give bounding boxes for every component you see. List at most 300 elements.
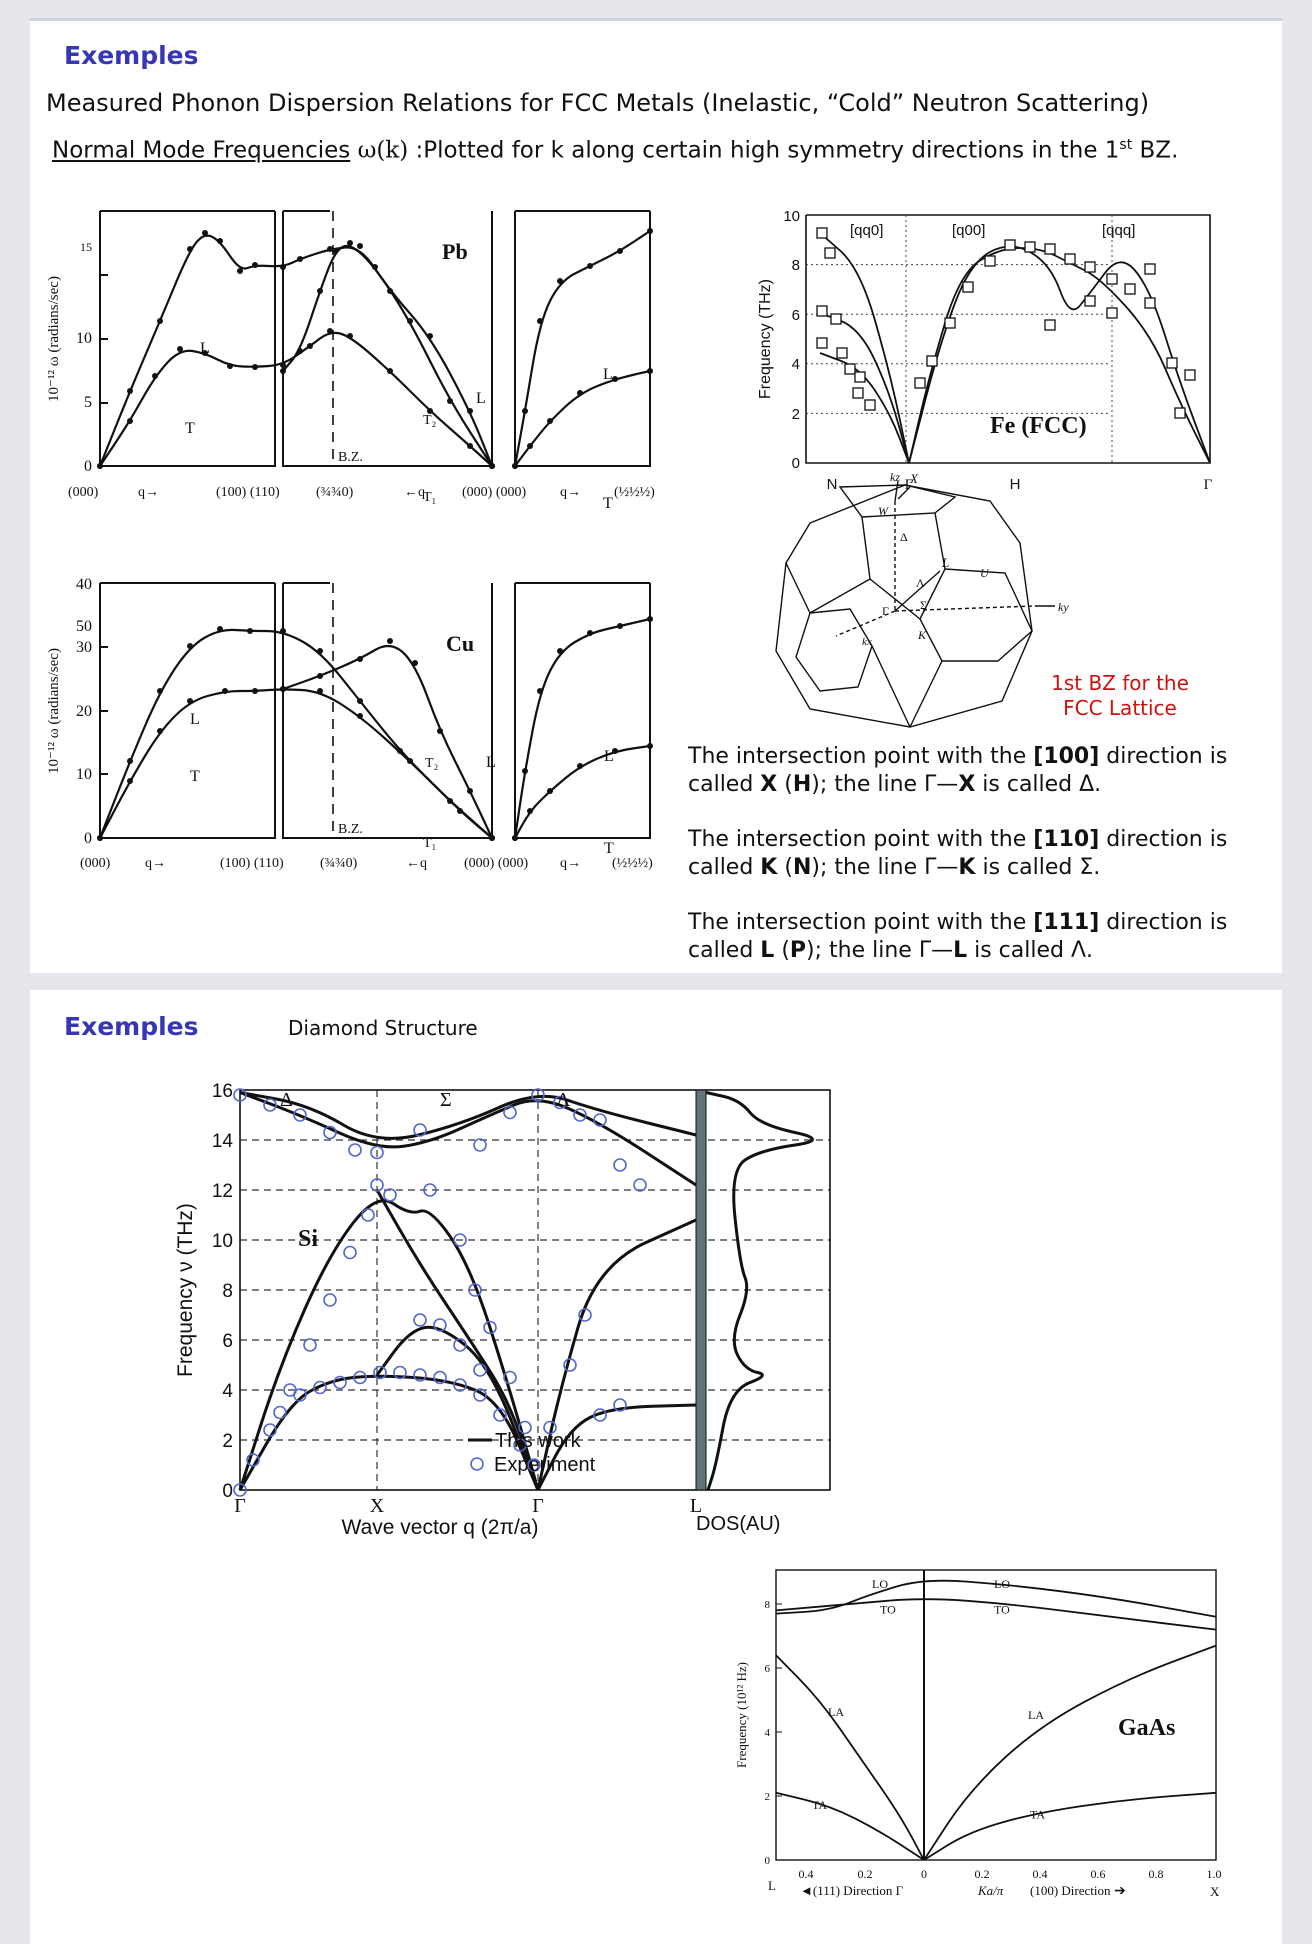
gaas-la-100 [924, 1646, 1216, 1860]
pb-t2-branch-point [297, 348, 303, 354]
bz-hex-face [920, 569, 1032, 661]
fe-measured-point [963, 282, 973, 292]
si-experiment-point [634, 1179, 646, 1191]
pb-t-branch-point [467, 443, 473, 449]
si-ytick: 10 [211, 1231, 233, 1252]
para110-e: ( [777, 855, 793, 880]
bz-w: W [878, 504, 888, 518]
gaas-ta-100 [924, 1793, 1216, 1860]
slide1-line2 [52, 137, 1178, 164]
para111-alt: P [789, 938, 807, 963]
cu-t2-branch-point [437, 728, 443, 734]
cu-l-branch-point [317, 648, 323, 654]
para110-i: is called Σ. [975, 855, 1101, 880]
fe-measured-point [1005, 240, 1015, 250]
pb-xlabel-half: (½½½) [614, 485, 655, 500]
fe-ylabel: Frequency (THz) [757, 278, 774, 400]
cu-ytick-0: 0 [84, 830, 92, 847]
cu-branch-t1: T₁ [423, 836, 437, 851]
cu-ytick-20: 20 [76, 703, 92, 720]
fe-dir-qq0: [qq0] [850, 222, 884, 239]
pb-t-branch-point [127, 418, 133, 424]
para100-dir: [100] [1033, 744, 1100, 769]
cu-xlabel-000-000: (000) (000) [464, 856, 529, 871]
cu-branch-l2: L [486, 754, 496, 771]
fe-measured-point [855, 372, 865, 382]
si-point-label: L [689, 1495, 703, 1517]
bz-x: X [910, 471, 918, 486]
fe-measured-point [985, 256, 995, 266]
si-l-bar [696, 1090, 706, 1490]
fe-ytick-8: 8 [791, 257, 800, 274]
si-experiment-point [304, 1339, 316, 1351]
pb-111-l-branch-point [587, 263, 593, 269]
bz-sigma: Σ [920, 598, 927, 612]
pb-l-branch [100, 236, 492, 466]
cu-branch-l3: L [604, 748, 614, 765]
fe-measured-point [1125, 284, 1135, 294]
gaas-ka: Ka/π [978, 1883, 1004, 1898]
pb-111-l-branch-point [522, 408, 528, 414]
para100-alt: H [792, 772, 812, 797]
pb-l-branch-point [427, 333, 433, 339]
pb-t2-branch-point [407, 318, 413, 324]
fe-point-gamma1: Γ [904, 477, 914, 493]
cu-111-l-branch-point [587, 630, 593, 636]
cu-branch-t2: T₂ [425, 756, 439, 771]
omega-symbol: ω(k) [357, 137, 409, 164]
cu-t-branch-point [252, 688, 258, 694]
fe-ytick-0: 0 [791, 455, 800, 472]
cu-111-l-branch-point [522, 768, 528, 774]
para111-point: L [760, 938, 775, 963]
cu-bz-label: B.Z. [338, 822, 363, 837]
cu-branch-l: L [190, 711, 200, 728]
gaas-xtick-right: 0.2 [974, 1867, 990, 1881]
cu-t2-branch-point [467, 788, 473, 794]
fe-ytick-4: 4 [791, 356, 800, 373]
fe-measured-point [1167, 358, 1177, 368]
cu-ytick-30: 30 [76, 639, 92, 656]
fe-measured-point [1145, 264, 1155, 274]
pb-t-branch-point [177, 346, 183, 352]
para110-dir: [110] [1033, 827, 1100, 852]
cu-t-branch-point [407, 758, 413, 764]
cu-xlabel-100-110: (100) (110) [220, 856, 284, 871]
pb-xlabel-000: (000) [68, 485, 99, 500]
pb-cu-dispersion-figure [30, 171, 690, 931]
cu-111-t-branch-point [527, 808, 533, 814]
para111-i: is called Λ. [967, 938, 1094, 963]
pb-l-branch-point [357, 243, 363, 249]
pb-111-t-branch-point [527, 443, 533, 449]
gaas-xend-l: L [768, 1878, 776, 1893]
pb-xlabel-100-110: (100) (110) [216, 485, 280, 500]
cu-t2-branch-point [280, 686, 286, 692]
fe-branch-1 [820, 313, 909, 463]
pb-t-branch-point [387, 368, 393, 374]
para110-g: ); the line Γ— [811, 855, 959, 880]
pb-ytick-10: 10 [76, 330, 92, 347]
si-dir-delta: Δ [280, 1089, 293, 1111]
pb-l-branch-point [297, 256, 303, 262]
gaas-dir-left: ◄(111) Direction Γ [800, 1883, 904, 1898]
cu-ylabel: 10⁻¹² ω (radians/sec) [46, 648, 62, 774]
pb-l-branch-point [252, 262, 258, 268]
cu-ytick-50: 50 [76, 618, 92, 635]
bz-gamma: Γ [882, 604, 889, 618]
slide2-heading: Exemples [64, 1012, 199, 1041]
gaas-xtick-right: 0.6 [1090, 1867, 1106, 1881]
pb-branch-l: L [200, 340, 210, 357]
gaas-branch-label: TO [880, 1602, 896, 1617]
cu-branch-t3: T [604, 840, 614, 857]
gaas-ylabel: Frequency (10¹² Hz) [734, 1662, 749, 1768]
pb-t-branch-point [347, 333, 353, 339]
para111-dir: [111] [1033, 910, 1100, 935]
bz-left-face [796, 609, 872, 691]
fe-measured-point [1107, 308, 1117, 318]
cu-t2-branch-point [387, 638, 393, 644]
fe-measured-point [1025, 242, 1035, 252]
cu-l-branch-point [157, 688, 163, 694]
para100-a: The intersection point with the [688, 744, 1034, 769]
si-ytick: 8 [222, 1281, 233, 1302]
bz-delta: Δ [900, 530, 908, 544]
intersection-paragraph-110 [688, 826, 1278, 882]
pb-xlabel-q3: q→ [560, 485, 581, 500]
fe-measured-point [1185, 370, 1195, 380]
pb-t-branch-point [280, 362, 286, 368]
si-dir-lambda: Λ [556, 1089, 571, 1111]
fe-dir-q00: [q00] [952, 222, 986, 239]
pb-ytick-0: 0 [84, 458, 92, 475]
gaas-dispersion-chart [710, 1560, 1270, 1900]
legend-this-work: This work [495, 1430, 581, 1452]
gaas-xend-x: X [1210, 1884, 1220, 1899]
cu-l-branch-point [217, 626, 223, 632]
pb-t2-branch [283, 246, 492, 466]
cu-l-branch-point [247, 628, 253, 634]
si-experiment-point [349, 1144, 361, 1156]
fe-measured-point [817, 338, 827, 348]
slide-diamond-structure [30, 990, 1282, 1944]
cu-t2-branch-point [412, 660, 418, 666]
pb-t-branch-point [227, 363, 233, 369]
gaas-xtick-left: 0 [921, 1867, 927, 1881]
pb-branch-l3: L [603, 366, 613, 383]
cu-t2-branch-point [357, 656, 363, 662]
fe-measured-point [1107, 274, 1117, 284]
cu-t2-branch-point [317, 673, 323, 679]
pb-xlabel-q1: q→ [138, 485, 159, 500]
line2-rest: :Plotted for k along certain high symmetry directions in the 1 [415, 137, 1120, 164]
pb-branch-t1: T₁ [423, 490, 437, 505]
fe-measured-point [1085, 296, 1095, 306]
para100-i: is called Δ. [975, 772, 1102, 797]
cu-111-l-branch-point [557, 648, 563, 654]
fe-ytick-2: 2 [791, 406, 800, 423]
si-dir-sigma: Σ [440, 1089, 452, 1111]
pb-xlabel-000-000: (000) (000) [462, 485, 527, 500]
fe-measured-point [927, 356, 937, 366]
si-experiment-point [344, 1247, 356, 1259]
cu-t-branch-point [127, 778, 133, 784]
gaas-ytick: 6 [764, 1663, 770, 1675]
cu-l-branch-point [397, 748, 403, 754]
si-point-label: Γ [532, 1495, 544, 1517]
cu-l-branch-point [357, 698, 363, 704]
cu-t-branch-point [457, 808, 463, 814]
pb-t-branch-point [152, 373, 158, 379]
para110-c: direction is called [688, 827, 1228, 880]
pb-l-branch-point [467, 408, 473, 414]
pb-l-branch-point [157, 318, 163, 324]
gaas-xtick-right: 1.0 [1206, 1867, 1222, 1881]
si-ytick: 14 [211, 1131, 233, 1152]
pb-title: Pb [442, 239, 468, 264]
fe-point-h: H [1009, 476, 1021, 493]
gaas-ytick: 8 [764, 1599, 770, 1611]
cu-111-l-branch-point [647, 616, 653, 622]
fe-measured-point [825, 248, 835, 258]
si-experiment-point [474, 1139, 486, 1151]
pb-t-branch-point [97, 463, 103, 469]
si-experiment-point [324, 1294, 336, 1306]
pb-t-branch-point [327, 328, 333, 334]
bz-k: K [918, 628, 927, 642]
cu-111-t-branch-point [647, 743, 653, 749]
pb-l-branch-point [280, 264, 286, 270]
fe-measured-point [845, 364, 855, 374]
si-ytick: 0 [222, 1481, 233, 1502]
gaas-branch-label: LA [828, 1705, 844, 1719]
si-experiment-point [414, 1314, 426, 1326]
si-dos-label: DOS(AU) [696, 1513, 781, 1535]
cu-t2-branch-point [489, 835, 495, 841]
bz-caption [980, 671, 1260, 721]
gaas-branch-label: LO [994, 1577, 1010, 1591]
pb-t2-branch-point [489, 463, 495, 469]
gaas-xtick-right: 0.4 [1032, 1867, 1048, 1881]
pb-111-t-branch-point [612, 376, 618, 382]
fe-measured-point [1085, 262, 1095, 272]
fe-measured-point [945, 318, 955, 328]
gaas-material: GaAs [1118, 1715, 1176, 1741]
gaas-branch-label: TA [1030, 1807, 1046, 1822]
pb-l-branch-point [127, 388, 133, 394]
pb-111-l-branch-point [557, 278, 563, 284]
pb-ytick-5: 5 [84, 394, 92, 411]
fe-measured-point [915, 378, 925, 388]
para110-point: K [760, 855, 778, 880]
para100-c: direction is called [688, 744, 1228, 797]
fe-ytick-10: 10 [783, 208, 800, 225]
para110-a: The intersection point with the [688, 827, 1034, 852]
fe-measured-point [1065, 254, 1075, 264]
gaas-ytick: 4 [764, 1727, 770, 1739]
pb-t-branch-point [252, 364, 258, 370]
cu-xlabel-half: (½½½) [612, 856, 653, 871]
pb-l-branch-point [187, 246, 193, 252]
pb-xlabel-q2: ←q [404, 485, 425, 500]
pb-branch-t: T [185, 420, 195, 437]
cu-l-branch-point [280, 628, 286, 634]
si-ytick: 6 [222, 1331, 233, 1352]
cu-111-t-branch-point [512, 835, 518, 841]
cu-branch-t: T [190, 768, 200, 785]
bz-ky: ky [1058, 600, 1069, 614]
gaas-la-111 [776, 1655, 924, 1860]
fe-ytick-6: 6 [791, 307, 800, 324]
si-xlabel: Wave vector q (2π/a) [341, 1516, 539, 1539]
intersection-paragraph-100 [688, 743, 1278, 799]
pb-t2-branch-point [347, 240, 353, 246]
cu-xlabel-330: (¾¾0) [320, 856, 358, 871]
legend-circle-mark [471, 1458, 483, 1470]
si-experiment-point [474, 1364, 486, 1376]
gaas-branch-label: LA [1028, 1708, 1044, 1723]
fe-point-gamma2: Γ [1203, 477, 1213, 493]
legend-experiment: Experiment [494, 1454, 596, 1476]
pb-111-l-branch-point [647, 228, 653, 234]
si-la-branch [240, 1201, 538, 1490]
cu-111-l-branch-point [537, 688, 543, 694]
para110-alt: N [792, 855, 812, 880]
gaas-branch-label: LO [872, 1577, 888, 1591]
fe-measured-point [831, 314, 841, 324]
para100-g: ); the line Γ— [811, 772, 959, 797]
bz-caption-line1: 1st BZ for the [1051, 671, 1189, 695]
fe-point-n: N [826, 476, 838, 493]
pb-111-l-branch [515, 231, 650, 466]
pb-branch-t2: T₂ [423, 413, 437, 428]
fe-dir-qqq: [qqq] [1102, 222, 1136, 239]
gaas-xtick-left: 0.2 [857, 1867, 873, 1881]
fe-measured-point [837, 348, 847, 358]
cu-l-branch-point [187, 643, 193, 649]
line2-sup: st [1119, 137, 1133, 153]
si-experiment-point [384, 1189, 396, 1201]
cu-t-branch-point [357, 713, 363, 719]
bz-u: U [980, 566, 989, 580]
pb-t2-branch-point [332, 248, 338, 254]
pb-t2-branch-point [317, 288, 323, 294]
cu-111-t-branch-point [577, 763, 583, 769]
cu-111-l-branch-point [617, 623, 623, 629]
cu-111-t-branch [515, 746, 650, 838]
fe-fcc-dispersion-figure [710, 193, 1213, 493]
pb-xlabel-330: (¾¾0) [316, 485, 354, 500]
si-point-label: Γ [234, 1495, 246, 1517]
cu-t-branch-point [187, 698, 193, 704]
pb-t2-branch-point [280, 368, 286, 374]
pb-t2-branch-point [447, 398, 453, 404]
gaas-ytick: 0 [764, 1855, 770, 1867]
fe-measured-point [817, 228, 827, 238]
gaas-branch-label: TA [812, 1797, 828, 1812]
fe-measured-point [1045, 320, 1055, 330]
slide1-heading: Exemples [64, 41, 199, 70]
pb-ytick-15: 15 [80, 240, 92, 254]
gaas-ta-111 [776, 1793, 924, 1860]
cu-xlabel-q2: ←q [406, 856, 427, 871]
si-experiment-point [362, 1209, 374, 1221]
si-experiment-point [614, 1159, 626, 1171]
gaas-xtick-right: 0.8 [1148, 1867, 1164, 1881]
cu-t-branch-point [222, 688, 228, 694]
gaas-branch-label: TO [994, 1602, 1010, 1617]
line2-end: BZ. [1132, 137, 1179, 164]
pb-l-branch-point [217, 238, 223, 244]
si-ylabel: Frequency ν (THz) [174, 1203, 197, 1377]
fe-measured-point [1175, 408, 1185, 418]
si-dos-curve [706, 1093, 813, 1491]
slide1-line1: Measured Phonon Dispersion Relations for FCC Metals (Inelastic, “Cold” Neutron Scattering) [46, 89, 1150, 117]
cu-ytick-10: 10 [76, 766, 92, 783]
fe-measured-point [853, 388, 863, 398]
pb-t-branch-point [307, 343, 313, 349]
fe-measured-point [1145, 298, 1155, 308]
cu-ytick-40: 40 [76, 576, 92, 593]
normal-mode-link: Normal Mode Frequencies [52, 137, 351, 164]
bz-caption-line2: FCC Lattice [1063, 696, 1177, 720]
para100-h: X [958, 772, 976, 797]
si-ytick: 4 [222, 1381, 233, 1402]
pb-111-l-branch-point [537, 318, 543, 324]
pb-111-t-branch-point [577, 390, 583, 396]
si-upper-optical [240, 1093, 696, 1139]
gaas-xtick-left: 0.4 [798, 1867, 814, 1881]
si-dispersion-chart [130, 1060, 890, 1539]
pb-l-branch-point [387, 288, 393, 294]
pb-branch-l2: L [476, 390, 486, 407]
pb-111-t-branch-point [512, 463, 518, 469]
slide-fcc-metals [30, 18, 1282, 973]
cu-t-branch-point [317, 688, 323, 694]
para100-point: X [760, 772, 778, 797]
cu-t-branch-point [97, 835, 103, 841]
fe-measured-point [817, 306, 827, 316]
intersection-paragraph-111 [688, 909, 1278, 965]
cu-title: Cu [446, 631, 475, 656]
pb-l-branch-point [202, 230, 208, 236]
cu-xlabel-q1: q→ [145, 856, 166, 871]
si-experiment-point [274, 1407, 286, 1419]
si-material: Si [298, 1226, 319, 1252]
bz-kx: kx [862, 636, 872, 648]
fe-measured-point [1045, 244, 1055, 254]
cu-xlabel-q3: q→ [560, 856, 581, 871]
si-ytick: 12 [211, 1181, 233, 1202]
cu-111-t-branch-point [547, 788, 553, 794]
pb-bz-label: B.Z. [338, 450, 363, 465]
fe-measured-point [865, 400, 875, 410]
cu-t-branch-point [157, 728, 163, 734]
si-point-label: X [369, 1495, 385, 1517]
pb-branch-t3: T [603, 495, 613, 512]
para111-g: ); the line Γ— [806, 938, 954, 963]
cu-l-branch-point [127, 758, 133, 764]
bz-lambda: Λ [916, 576, 925, 590]
bz-kz: kz [890, 470, 900, 484]
si-ytick: 2 [222, 1431, 233, 1452]
pb-111-l-branch-point [617, 248, 623, 254]
para111-a: The intersection point with the [688, 910, 1034, 935]
pb-111-t-branch-point [547, 418, 553, 424]
para100-e: ( [777, 772, 793, 797]
pb-111-t-branch [515, 371, 650, 466]
